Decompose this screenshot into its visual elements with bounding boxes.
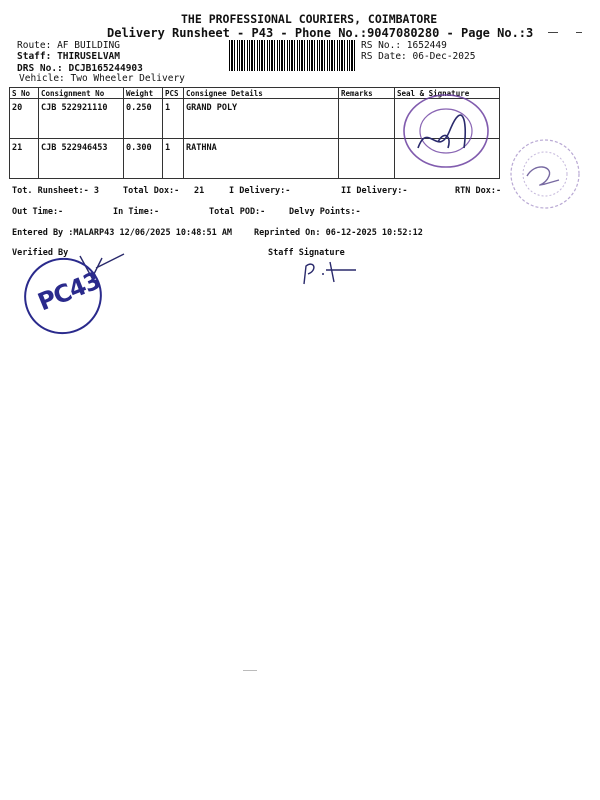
scan-mark	[243, 670, 257, 671]
total-dox-value: 21	[194, 186, 205, 196]
cell-sno: 21	[10, 139, 39, 179]
col-sno: S No	[10, 88, 39, 99]
runsheet-subtitle: Delivery Runsheet - P43 - Phone No.:9047080280 - Page No.:3	[107, 26, 534, 40]
col-remarks: Remarks	[339, 88, 395, 99]
staff-signature-label: Staff Signature	[268, 248, 345, 258]
cell-consignment: CJB 522946453	[39, 139, 124, 179]
pc43-stamp-text: PC43	[33, 266, 105, 317]
cell-remarks	[339, 139, 395, 179]
rs-date-line: RS Date: 06-Dec-2025	[361, 51, 476, 62]
cell-pcs: 1	[163, 139, 184, 179]
rtn-dox: RTN Dox:-	[455, 186, 502, 196]
in-time: In Time:-	[113, 207, 160, 217]
col-weight: Weight	[124, 88, 163, 99]
cell-sno: 20	[10, 99, 39, 139]
total-pod: Total POD:-	[209, 207, 266, 217]
cell-consignee: RATHNA	[184, 139, 339, 179]
col-seal: Seal & Signature	[395, 88, 500, 99]
cell-remarks	[339, 99, 395, 139]
mark-dash	[576, 32, 582, 33]
company-seal-stamp	[398, 90, 494, 172]
cell-consignment: CJB 522921110	[39, 99, 124, 139]
staff-line: Staff: THIRUSELVAM	[17, 51, 120, 62]
out-time: Out Time:-	[12, 207, 64, 217]
cell-weight: 0.300	[124, 139, 163, 179]
cell-weight: 0.250	[124, 99, 163, 139]
staff-signature	[298, 256, 362, 288]
vehicle-line: Vehicle: Two Wheeler Delivery	[19, 73, 185, 84]
mark-dash	[548, 32, 558, 33]
cell-consignee: GRAND POLY	[184, 99, 339, 139]
verified-by-label: Verified By	[12, 248, 69, 258]
total-dox-label: Total Dox:-	[123, 186, 180, 196]
ii-delivery: II Delivery:-	[341, 186, 408, 196]
route-line: Route: AF BUILDING	[17, 40, 120, 51]
col-pcs: PCS	[163, 88, 184, 99]
faint-seal-stamp	[507, 136, 583, 212]
tot-runsheet: Tot. Runsheet:- 3	[12, 186, 99, 196]
rs-no-line: RS No.: 1652449	[361, 40, 447, 51]
cell-pcs: 1	[163, 99, 184, 139]
i-delivery: I Delivery:-	[229, 186, 291, 196]
drs-line: DRS No.: DCJB165244903	[17, 63, 143, 74]
company-title: THE PROFESSIONAL COURIERS, COIMBATORE	[181, 12, 438, 26]
barcode	[229, 40, 357, 71]
reprinted-on: Reprinted On: 06-12-2025 10:52:12	[254, 228, 423, 238]
delvy-points: Delvy Points:-	[289, 207, 361, 217]
entered-by: Entered By :MALARP43 12/06/2025 10:48:51 AM	[12, 228, 233, 238]
col-consignment: Consignment No	[39, 88, 124, 99]
col-consignee: Consignee Details	[184, 88, 339, 99]
